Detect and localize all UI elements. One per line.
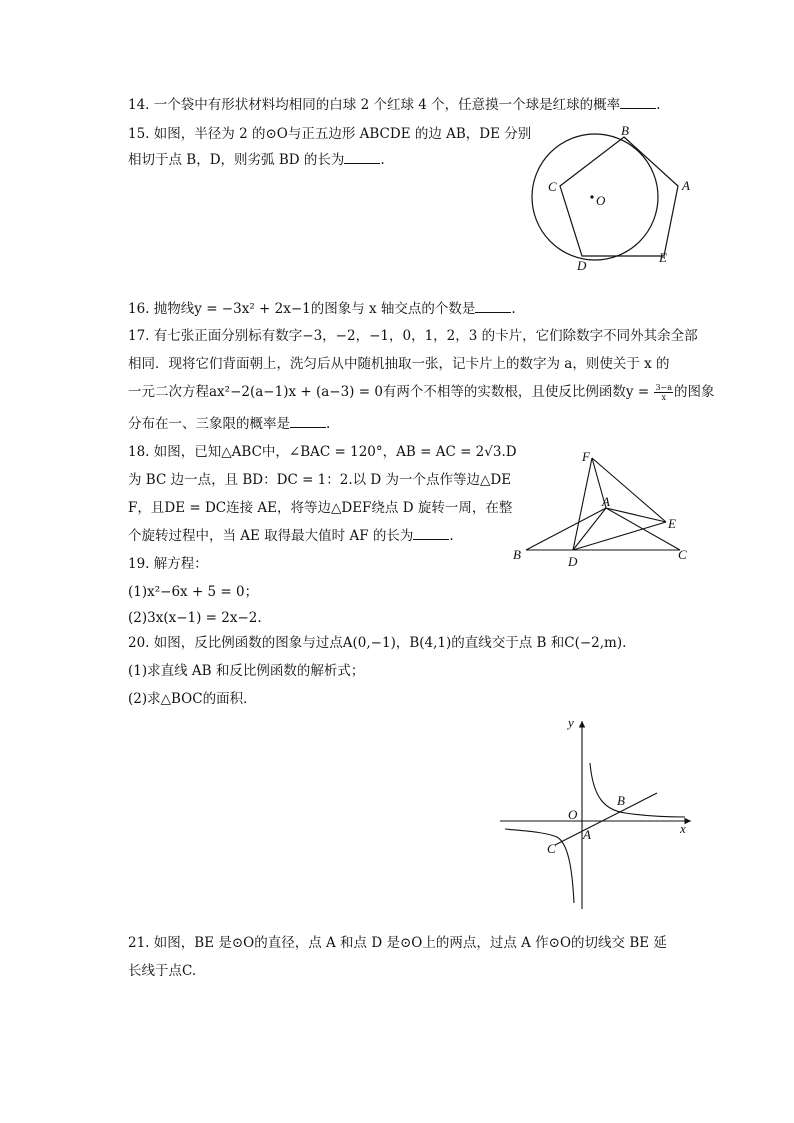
label-f: F	[582, 449, 590, 464]
label-c: C	[547, 841, 556, 856]
q20-part1: (1)求直线 AB 和反比例函数的解析式；	[128, 663, 365, 679]
label-b: B	[621, 124, 629, 138]
question-18-line3: F，且DE = DC连接 AE，将等边△DEF绕点 D 旋转一周，在整	[128, 500, 513, 516]
pentagon-abcde	[560, 137, 678, 256]
question-21-line1: 21. 如图，BE 是⊙O的直径，点 A 和点 D 是⊙O上的两点，过点 A 作⊙O的切线交 BE 延	[128, 935, 667, 951]
hyperbola-branch-1	[590, 763, 685, 817]
q19-part2: (2)3x(x−1) = 2x−2.	[128, 610, 262, 626]
question-17-line4: 分布在一、三象限的概率是 .	[128, 416, 331, 432]
q15-number: 15.	[128, 126, 150, 142]
question-15-line2: 相切于点 B，D，则劣弧 BD 的长为 .	[128, 152, 385, 168]
fraction: $\frac{3-a}{x}$	[655, 383, 673, 402]
q17-answer-blank	[290, 415, 326, 428]
question-18-line4: 个旋转过程中，当 AE 取得最大值时 AF 的长为 .	[128, 528, 454, 544]
label-a: A	[682, 178, 690, 193]
label-c: C	[678, 547, 687, 562]
q16-answer-blank	[475, 300, 511, 313]
q15-figure-circle-pentagon	[520, 124, 700, 274]
q18-number: 18.	[128, 444, 150, 460]
q15-answer-blank	[344, 151, 380, 164]
question-15-line1: 15. 如图，半径为 2 的⊙O与正五边形 ABCDE 的边 AB，DE 分别	[128, 126, 532, 142]
question-21-line2: 长线于点C.	[128, 963, 197, 979]
label-a: A	[602, 494, 610, 509]
label-o: O	[568, 807, 578, 822]
label-e: E	[659, 250, 667, 265]
question-14: 14. 一个袋中有形状材料均相同的白球 2 个红球 4 个，任意摸一个球是红球的概率 .	[128, 97, 661, 113]
q17-number: 17.	[128, 328, 150, 344]
q21-number: 21.	[128, 935, 150, 951]
q20-number: 20.	[128, 635, 150, 651]
label-e: E	[668, 516, 676, 531]
label-d: D	[577, 258, 587, 273]
q14-answer-blank	[620, 96, 656, 109]
question-17-line1: 17. 有七张正面分别标有数字−3，−2，−1，0，1，2，3 的卡片，它们除数字不同外其余全部	[128, 328, 698, 344]
label-d: D	[568, 554, 578, 569]
question-16: 16. 抛物线y = −3x² + 2x−1的图象与 x 轴交点的个数是 .	[128, 301, 516, 317]
q19-part1: (1)x²−6x + 5 = 0；	[128, 584, 259, 600]
question-20: 20. 如图，反比例函数的图象与过点A(0,−1)，B(4,1)的直线交于点 B 和C(−2,m).	[128, 635, 627, 651]
q14-number: 14.	[128, 97, 150, 113]
q18-figure-triangles	[508, 446, 698, 572]
q19-number: 19.	[128, 556, 150, 572]
label-y: y	[568, 715, 574, 730]
question-18-line1: 18. 如图，已知△ABC中，∠BAC = 120°，AB = AC = 2√3.D	[128, 444, 517, 460]
label-c: C	[548, 179, 557, 194]
q20-figure-graph	[495, 713, 700, 913]
label-a: A	[583, 827, 591, 842]
question-17-line3: 一元二次方程ax²−2(a−1)x + (a−3) = 0有两个不相等的实数根，且使反比例函数y = $\frac{3-a}{x}$ 的图象	[128, 383, 715, 402]
q14-text: 一个袋中有形状材料均相同的白球 2 个红球 4 个，任意摸一个球是红球的概率	[153, 97, 621, 113]
label-o: O	[596, 193, 606, 208]
q16-number: 16.	[128, 301, 150, 317]
q20-part2: (2)求△BOC的面积．	[128, 691, 257, 707]
question-18-line2: 为 BC 边一点，且 BD：DC = 1：2.以 D 为一个点作等边△DE	[128, 472, 512, 488]
label-x: x	[680, 821, 686, 836]
question-19: 19. 解方程：	[128, 556, 208, 572]
label-b: B	[513, 547, 521, 562]
circle-o	[532, 134, 658, 260]
q18-answer-blank	[413, 527, 449, 540]
question-17-line2: 相同．现将它们背面朝上，洗匀后从中随机抽取一张，记卡片上的数字为 a，则使关于 x 的	[128, 356, 670, 372]
label-b: B	[617, 793, 625, 808]
center-point	[590, 195, 593, 198]
